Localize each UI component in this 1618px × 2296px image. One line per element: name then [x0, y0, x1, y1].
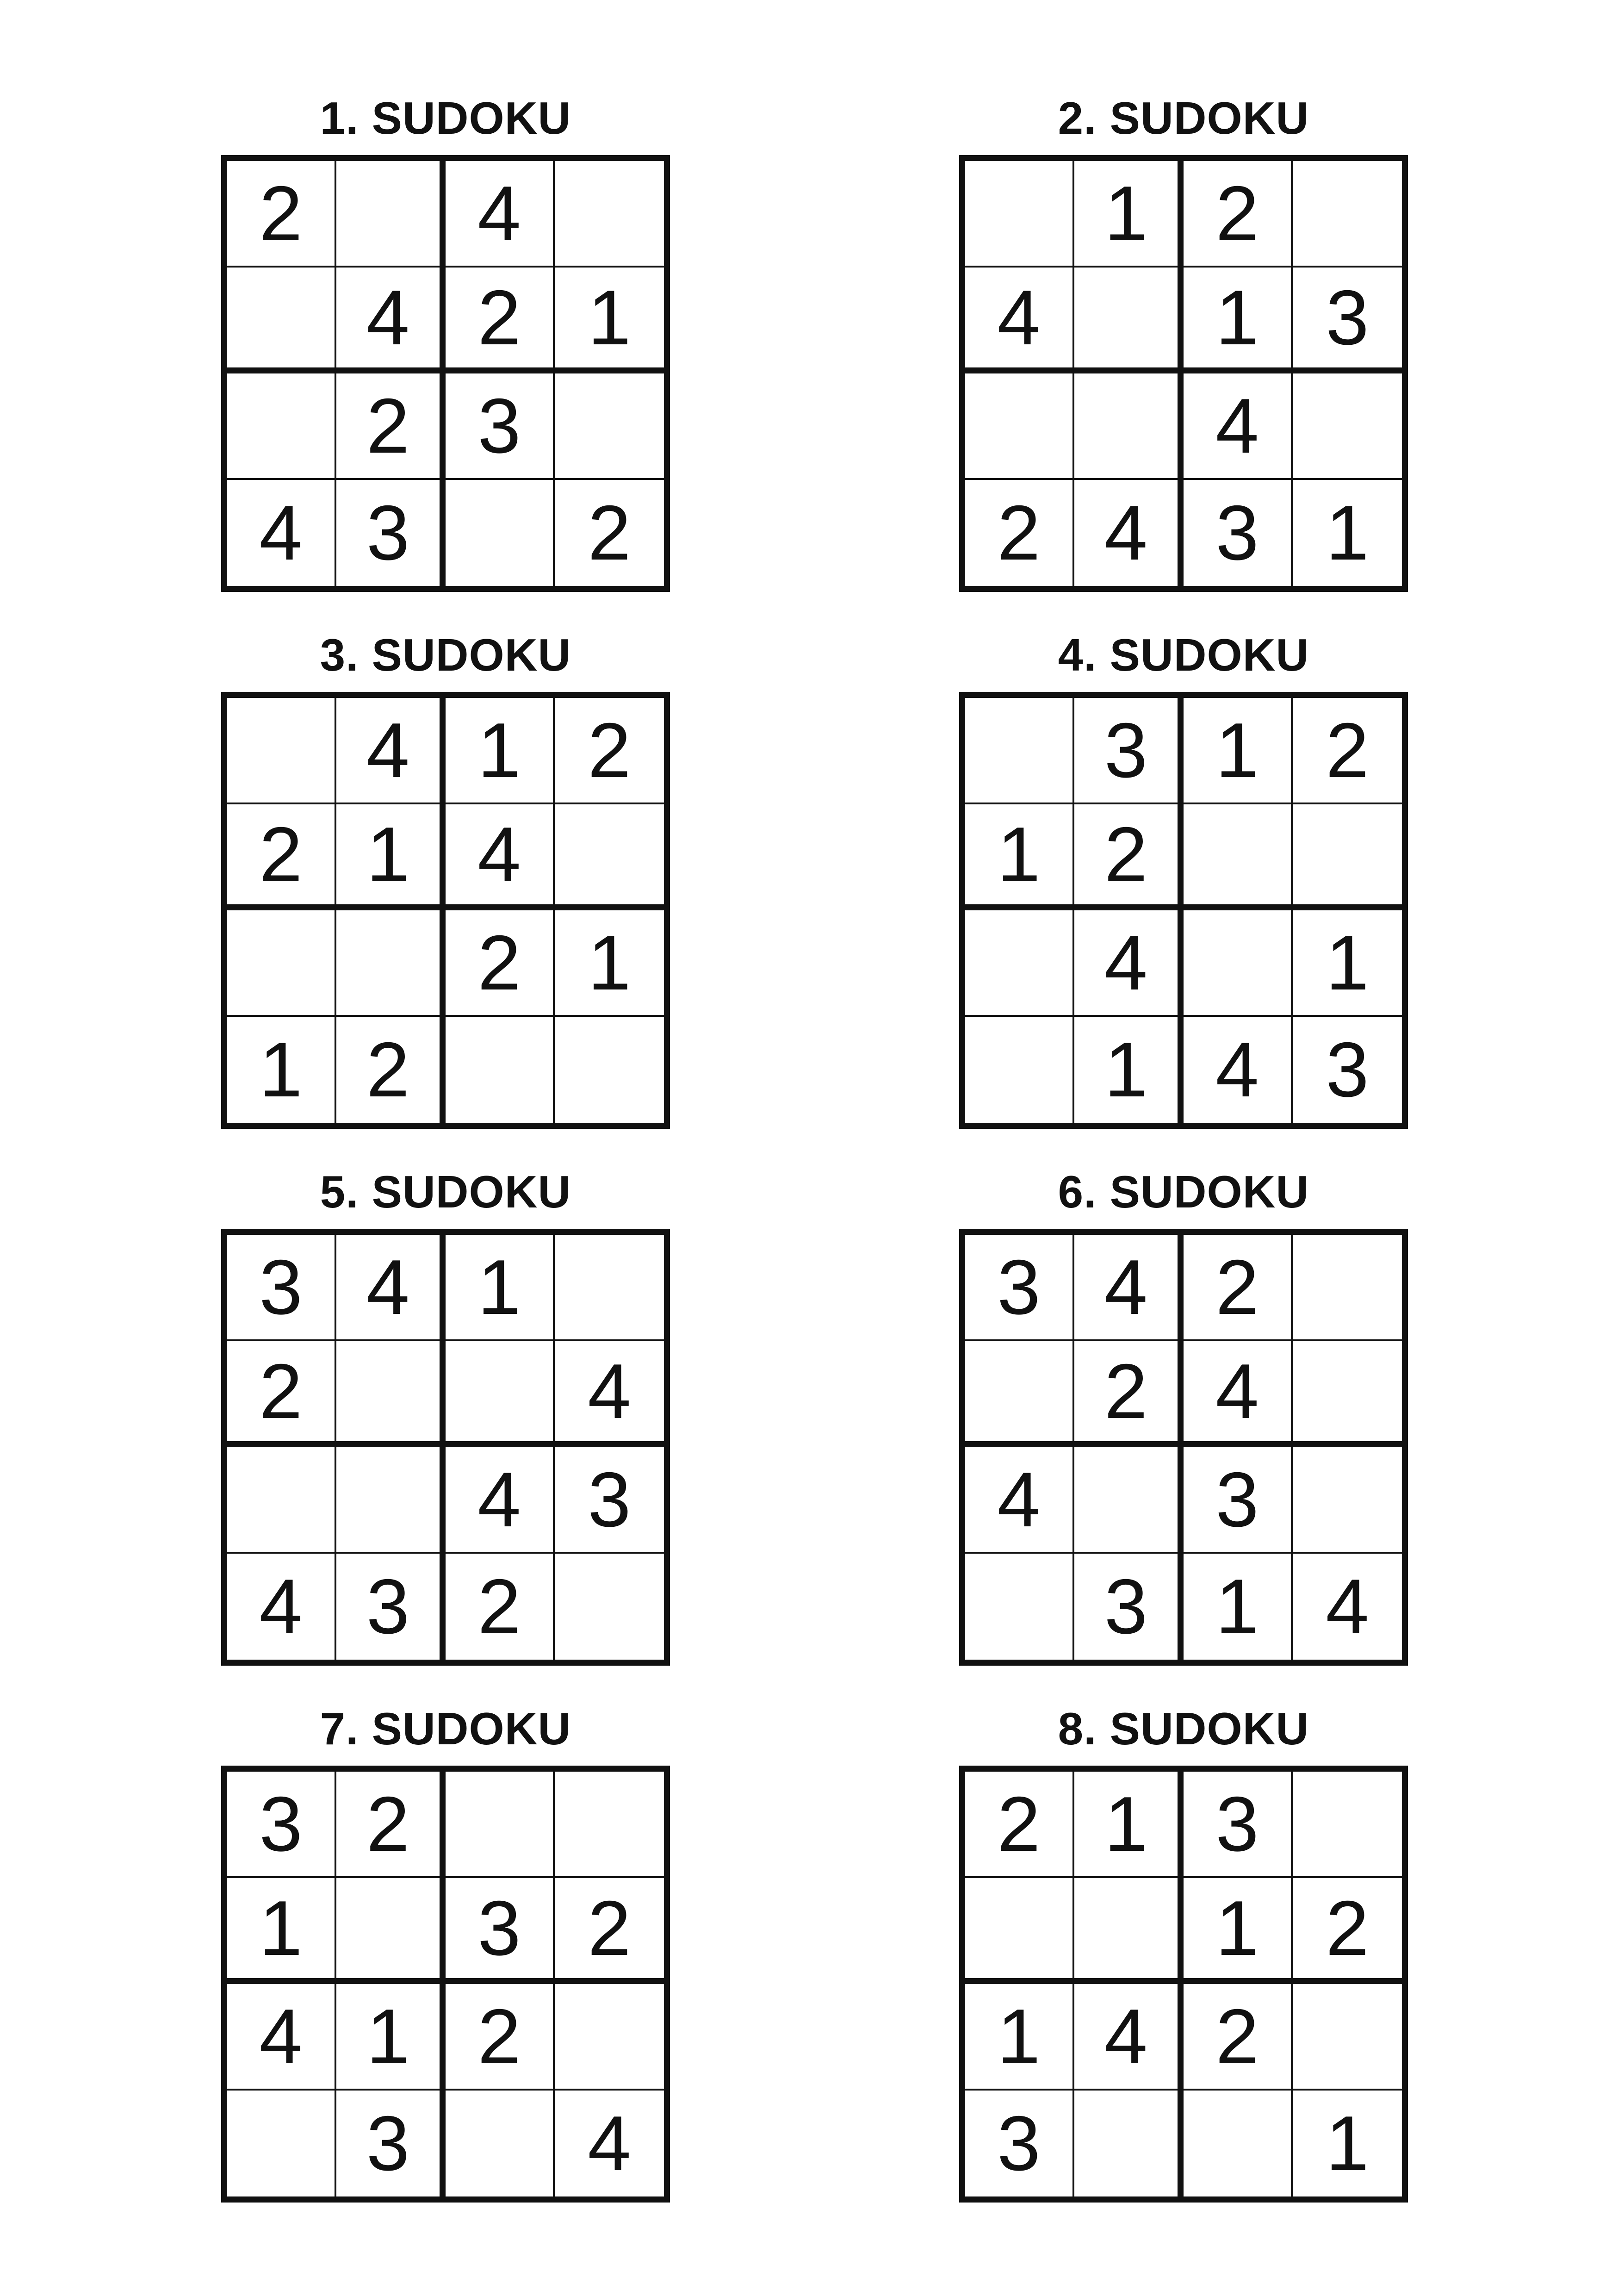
sudoku-cell: 4: [336, 1235, 446, 1341]
sudoku-cell: 2: [446, 268, 555, 374]
sudoku-puzzle-1: [221, 93, 670, 592]
sudoku-cell: 3: [1184, 480, 1293, 586]
sudoku-cell: 4: [1074, 1235, 1184, 1341]
sudoku-cell: 3: [1293, 268, 1402, 374]
sudoku-cell: 1: [1326, 489, 1369, 577]
sudoku-cell: 4: [1184, 373, 1293, 480]
sudoku-cell: 4: [227, 480, 336, 586]
sudoku-cell: 1: [227, 1017, 336, 1123]
sudoku-cell: [227, 373, 336, 480]
sudoku-cell: [1074, 2091, 1184, 2197]
sudoku-puzzle-4: [959, 629, 1408, 1129]
sudoku-cell: 3: [336, 480, 446, 586]
sudoku-cell: 3: [1326, 1026, 1369, 1114]
sudoku-cell: 4: [1074, 910, 1184, 1017]
sudoku-cell: [227, 910, 336, 1017]
sudoku-puzzle-2: [959, 93, 1408, 592]
puzzle-title: 8. SUDOKU: [1058, 1703, 1309, 1754]
sudoku-cell: [1293, 1984, 1402, 2091]
sudoku-cell: 2: [227, 804, 336, 911]
sudoku-cell: 4: [588, 2100, 631, 2187]
sudoku-cell: 4: [227, 1984, 336, 2091]
sudoku-cell: [1074, 1447, 1184, 1554]
puzzle-title: 6. SUDOKU: [1058, 1166, 1309, 1217]
sudoku-cell: [336, 161, 446, 268]
sudoku-cell: 2: [1184, 1235, 1293, 1341]
sudoku-cell: [1184, 910, 1293, 1017]
sudoku-cell: 2: [555, 1878, 664, 1985]
sudoku-cell: 3: [1184, 1772, 1293, 1878]
sudoku-cell: 4: [1184, 1341, 1293, 1448]
sudoku-cell: 3: [1074, 1554, 1184, 1660]
puzzle-title: 5. SUDOKU: [320, 1166, 571, 1217]
sudoku-cell: 2: [1184, 1984, 1293, 2091]
sudoku-cell: [1074, 373, 1184, 480]
sudoku-grid: [959, 1229, 1408, 1666]
sudoku-cell: [1074, 1878, 1184, 1985]
sudoku-cell: [1184, 2091, 1293, 2197]
sudoku-cell: 2: [227, 161, 336, 268]
sudoku-grid: [221, 1229, 670, 1666]
sudoku-cell: 4: [336, 698, 446, 804]
sudoku-cell: 1: [1074, 1772, 1184, 1878]
sudoku-puzzle-5: [221, 1166, 670, 1666]
sudoku-cell: [227, 1447, 336, 1554]
sudoku-puzzle-7: [221, 1703, 670, 2203]
sudoku-cell: 1: [1184, 268, 1293, 374]
sudoku-cell: 4: [1326, 1563, 1369, 1650]
sudoku-cell: [555, 1554, 664, 1660]
sudoku-cell: 3: [227, 1235, 336, 1341]
sudoku-cell: [1293, 373, 1402, 480]
sudoku-cell: [1293, 161, 1402, 268]
sudoku-cell: 2: [446, 1554, 555, 1660]
sudoku-cell: 1: [1184, 1554, 1293, 1660]
sudoku-cell: [446, 1017, 555, 1123]
sudoku-cell: 2: [588, 489, 631, 577]
sudoku-cell: 3: [1074, 698, 1184, 804]
sudoku-cell: 1: [1293, 910, 1402, 1017]
sudoku-cell: [1293, 1341, 1402, 1448]
sudoku-cell: [555, 161, 664, 268]
sudoku-cell: [965, 1017, 1074, 1123]
sudoku-cell: [965, 1878, 1074, 1985]
sudoku-cell: 1: [1326, 2100, 1369, 2187]
sudoku-cell: 1: [1074, 161, 1184, 268]
sudoku-cell: 1: [1184, 1878, 1293, 1985]
sudoku-cell: 3: [555, 1447, 664, 1554]
sudoku-puzzle-3: [221, 629, 670, 1129]
sudoku-cell: 2: [336, 1017, 446, 1123]
sudoku-cell: [227, 698, 336, 804]
sudoku-cell: 2: [1074, 1341, 1184, 1448]
sudoku-cell: 3: [965, 2091, 1074, 2197]
sudoku-cell: 4: [446, 161, 555, 268]
sudoku-cell: 4: [446, 804, 555, 911]
sudoku-grid: [221, 692, 670, 1129]
sudoku-cell: [336, 910, 446, 1017]
sudoku-cell: 2: [446, 1984, 555, 2091]
sudoku-cell: 1: [555, 910, 664, 1017]
sudoku-puzzle-6: [959, 1166, 1408, 1666]
sudoku-cell: [336, 1341, 446, 1448]
sudoku-cell: 2: [965, 480, 1074, 586]
sudoku-cell: 1: [336, 804, 446, 911]
sudoku-grid: [959, 1766, 1408, 2203]
sudoku-cell: 4: [555, 1341, 664, 1448]
sudoku-cell: 1: [336, 1984, 446, 2091]
sudoku-grid: [221, 155, 670, 592]
sudoku-puzzle-8: [959, 1703, 1408, 2203]
sudoku-cell: 2: [1074, 804, 1184, 911]
sudoku-cell: 1: [965, 804, 1074, 911]
sudoku-cell: 2: [446, 910, 555, 1017]
sudoku-cell: 3: [227, 1772, 336, 1878]
sudoku-cell: 2: [1184, 161, 1293, 268]
sudoku-cell: [965, 161, 1074, 268]
sudoku-cell: 1: [446, 1235, 555, 1341]
puzzle-title: 1. SUDOKU: [320, 93, 571, 143]
sudoku-cell: [555, 373, 664, 480]
sudoku-cell: [965, 1341, 1074, 1448]
sudoku-cell: 4: [965, 1447, 1074, 1554]
sudoku-cell: [227, 268, 336, 374]
sudoku-cell: 2: [965, 1772, 1074, 1878]
sudoku-cell: 3: [965, 1235, 1074, 1341]
sudoku-cell: 1: [446, 698, 555, 804]
sudoku-cell: [1184, 804, 1293, 911]
puzzle-title: 2. SUDOKU: [1058, 93, 1309, 143]
puzzle-title: 7. SUDOKU: [320, 1703, 571, 1754]
sudoku-cell: [336, 1447, 446, 1554]
sudoku-cell: 2: [555, 698, 664, 804]
sudoku-cell: 3: [446, 1878, 555, 1985]
sudoku-cell: [1293, 804, 1402, 911]
sudoku-cell: [555, 1235, 664, 1341]
sudoku-cell: [1074, 268, 1184, 374]
sudoku-cell: 1: [1074, 1017, 1184, 1123]
sudoku-cell: [1293, 1235, 1402, 1341]
sudoku-cell: [1293, 1447, 1402, 1554]
sudoku-cell: [336, 1878, 446, 1985]
puzzle-title: 3. SUDOKU: [320, 629, 571, 680]
sudoku-cell: 2: [336, 373, 446, 480]
sudoku-grid: [959, 692, 1408, 1129]
sudoku-cell: 4: [446, 1447, 555, 1554]
sudoku-cell: [555, 1772, 664, 1878]
sudoku-grid: [959, 155, 1408, 592]
sudoku-cell: [446, 1772, 555, 1878]
sudoku-cell: [965, 1554, 1074, 1660]
sudoku-cell: 4: [1184, 1017, 1293, 1123]
sudoku-cell: 3: [446, 373, 555, 480]
sudoku-cell: 4: [965, 268, 1074, 374]
sudoku-cell: 1: [555, 268, 664, 374]
sudoku-cell: [555, 1017, 664, 1123]
sudoku-cell: 4: [227, 1554, 336, 1660]
sudoku-grid: [221, 1766, 670, 2203]
sudoku-cell: 1: [1184, 698, 1293, 804]
sudoku-cell: 2: [227, 1341, 336, 1448]
sudoku-cell: [227, 2091, 336, 2197]
sudoku-cell: [965, 698, 1074, 804]
sudoku-cell: 3: [336, 1554, 446, 1660]
sudoku-cell: 3: [1184, 1447, 1293, 1554]
sudoku-cell: 1: [965, 1984, 1074, 2091]
sudoku-cell: 3: [336, 2091, 446, 2197]
sudoku-cell: [446, 1341, 555, 1448]
sudoku-cell: 2: [1293, 1878, 1402, 1985]
sudoku-cell: 4: [336, 268, 446, 374]
sudoku-cell: 4: [1074, 480, 1184, 586]
sudoku-cell: 4: [1074, 1984, 1184, 2091]
sudoku-cell: [446, 2091, 555, 2197]
sudoku-cell: [446, 480, 555, 586]
sudoku-cell: 1: [227, 1878, 336, 1985]
sudoku-cell: 2: [336, 1772, 446, 1878]
sudoku-cell: 2: [1293, 698, 1402, 804]
sudoku-cell: [1293, 1772, 1402, 1878]
sudoku-cell: [555, 1984, 664, 2091]
sudoku-cell: [965, 373, 1074, 480]
sudoku-cell: [555, 804, 664, 911]
sudoku-cell: [965, 910, 1074, 1017]
puzzle-title: 4. SUDOKU: [1058, 629, 1309, 680]
